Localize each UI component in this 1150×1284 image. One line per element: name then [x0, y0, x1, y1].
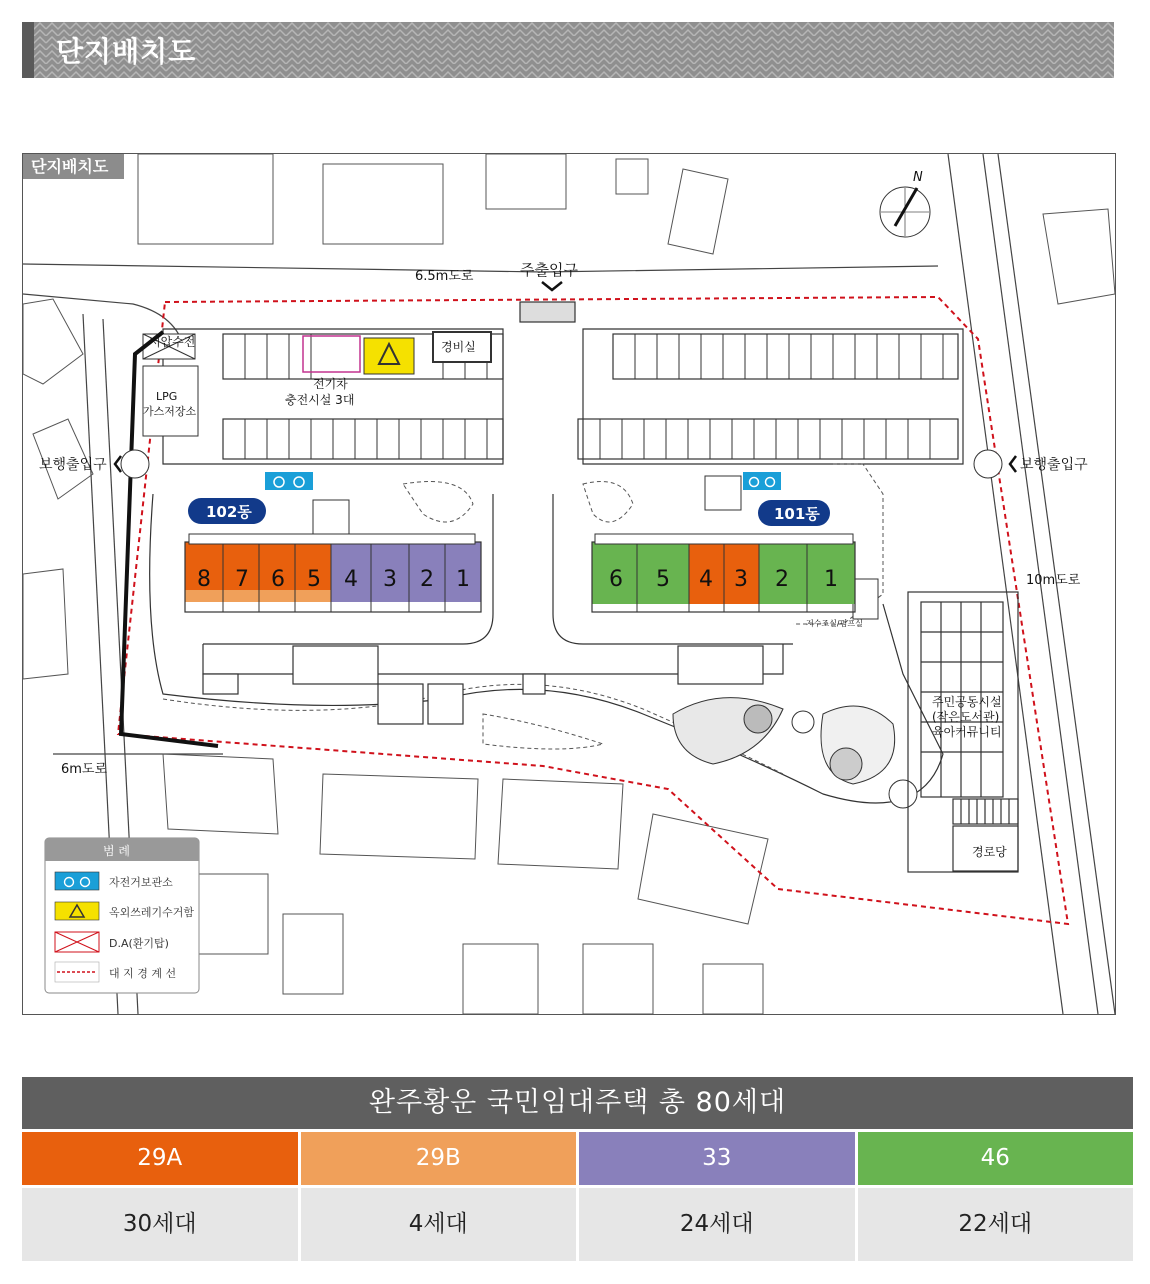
- guard-label: 경비실: [441, 340, 476, 354]
- substation-label: 저압수전: [149, 335, 196, 349]
- unit-label: 1: [824, 567, 838, 592]
- parking-area: [163, 302, 963, 464]
- legend-label-recycle: 옥외쓰레기수거함: [109, 906, 195, 919]
- unit-count-row: [22, 1188, 1133, 1261]
- building-101: [592, 476, 855, 612]
- plan-tag: 단지배치도: [23, 154, 124, 179]
- bicycle-icon-101: [743, 472, 781, 490]
- unit-summary-table: [22, 1077, 1133, 1261]
- unit-label: 5: [656, 567, 670, 592]
- legend-vent-icon: [55, 932, 99, 952]
- page-title: 단지배치도: [56, 35, 197, 68]
- unit-label: 3: [383, 567, 397, 592]
- legend-boundary-line: [55, 962, 99, 982]
- unit-label: 1: [456, 567, 470, 592]
- unit-type-33: 33: [579, 1132, 855, 1185]
- ev-charging-stalls: [303, 336, 360, 372]
- ev-label-2: 충전시설 3대: [285, 393, 355, 407]
- main-entrance-arrow: [542, 282, 562, 290]
- ped-arrow-right: [1010, 456, 1016, 472]
- ped-entrance-left-label: 보행출입구: [39, 457, 107, 473]
- main-entrance-label: 주출입구: [520, 261, 578, 279]
- legend-label-boundary: 대 지 경 계 선: [109, 967, 177, 980]
- unit-label: 6: [271, 567, 285, 592]
- recycle-icon: [364, 338, 414, 374]
- legend-bicycle-icon: [55, 872, 99, 890]
- community-label-1: 주민공동시설: [932, 695, 1002, 709]
- legend: [45, 838, 199, 993]
- ped-entrance-right-label: 보행출입구: [1020, 457, 1088, 473]
- unit-label: 4: [344, 567, 358, 592]
- playground: [673, 698, 917, 808]
- unit-label: 6: [609, 567, 623, 592]
- building-101-label: 101동: [774, 505, 820, 523]
- north-label: N: [913, 170, 923, 185]
- bicycle-icon: [265, 472, 313, 490]
- unit-label: 7: [235, 567, 249, 592]
- unit-count-29b: 4세대: [301, 1188, 577, 1261]
- unit-label: 3: [734, 567, 748, 592]
- legend-title: 범 례: [103, 844, 130, 858]
- community-label-2: (작은도서관): [932, 710, 1000, 724]
- compass-icon: [880, 187, 930, 237]
- pump-label: 저수조실/펌프실: [806, 619, 863, 628]
- unit-count-33: 24세대: [579, 1188, 855, 1261]
- ped-circle-right: [974, 450, 1002, 478]
- legend-label-bicycle: 자전거보관소: [109, 876, 173, 889]
- community-label-3: 육아커뮤니티: [932, 725, 1002, 739]
- ped-arrow-left: [115, 456, 121, 472]
- legend-recycle-icon: [55, 902, 99, 920]
- road-west-label: 6m도로: [61, 762, 108, 777]
- ev-label-1: 전기차: [313, 377, 348, 391]
- lpg-label-2: 가스저장소: [143, 405, 197, 418]
- site-plan-drawing: [23, 154, 1115, 1014]
- unit-label: 2: [775, 567, 789, 592]
- site-boundary: [118, 297, 1068, 924]
- unit-label: 4: [699, 567, 713, 592]
- senior-label: 경로당: [972, 845, 1007, 859]
- unit-label: 5: [307, 567, 321, 592]
- ped-circle-left: [121, 450, 149, 478]
- legend-label-vent: D.A(환기탑): [109, 937, 169, 950]
- unit-type-29a: 29A: [22, 1132, 298, 1185]
- road-east-label: 10m도로: [1026, 573, 1081, 588]
- unit-label: 2: [420, 567, 434, 592]
- header-bar: [22, 22, 1114, 78]
- lpg-label-1: LPG: [156, 390, 178, 403]
- summary-title: 완주황운 국민임대주택 총 80세대: [22, 1077, 1133, 1129]
- unit-count-29a: 30세대: [22, 1188, 298, 1261]
- unit-count-46: 22세대: [858, 1188, 1134, 1261]
- unit-label: 8: [197, 567, 211, 592]
- unit-type-29b: 29B: [301, 1132, 577, 1185]
- unit-type-46: 46: [858, 1132, 1134, 1185]
- pump-room: [853, 579, 878, 619]
- unit-type-row: [22, 1132, 1133, 1185]
- site-plan: [22, 153, 1116, 1015]
- header-stripe: [22, 22, 34, 78]
- building-102-label: 102동: [206, 503, 252, 521]
- road-north-label: 6.5m도로: [415, 269, 474, 284]
